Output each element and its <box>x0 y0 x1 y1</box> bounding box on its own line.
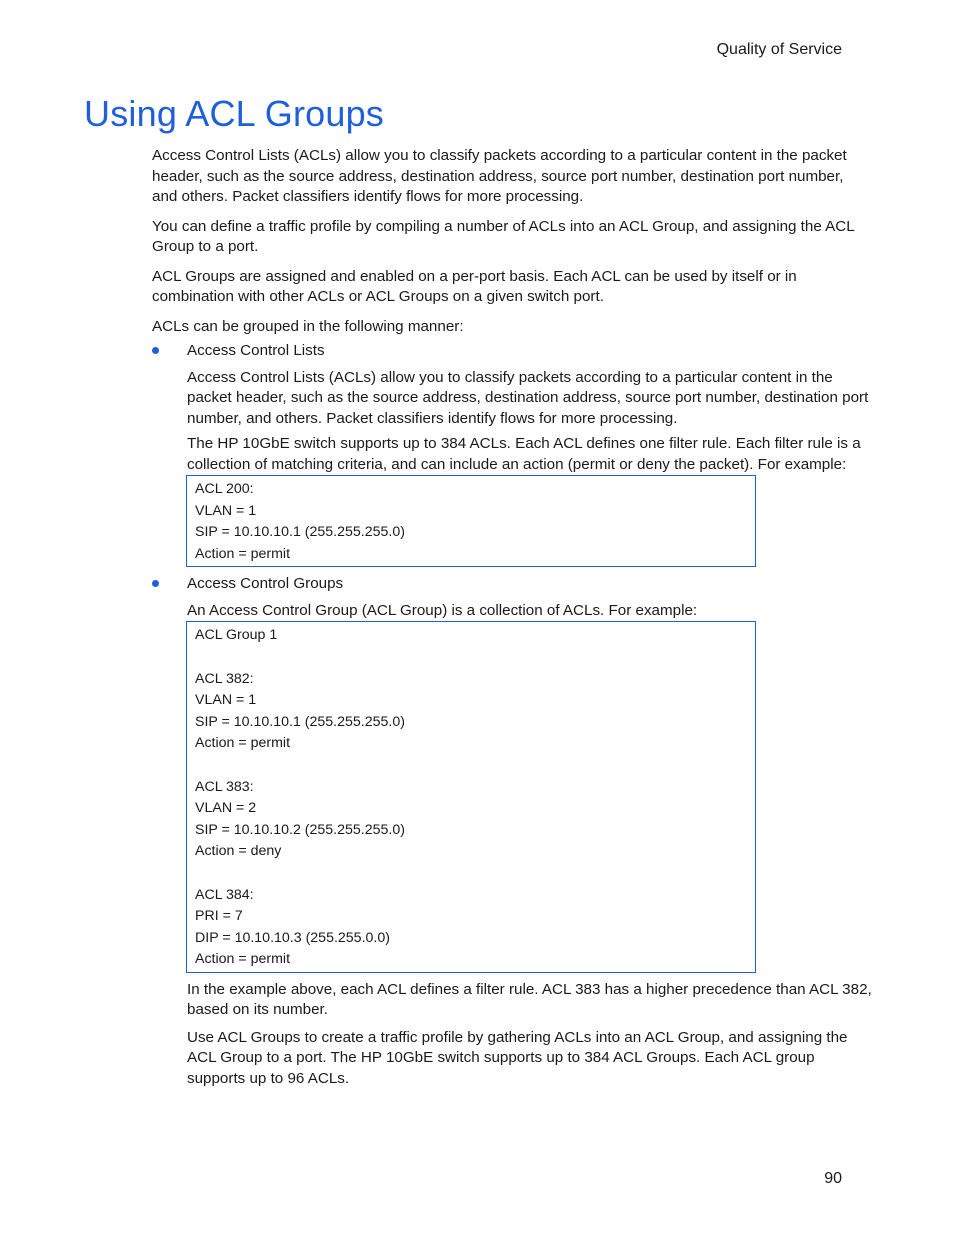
intro-paragraph-4: ACLs can be grouped in the following manner: <box>152 317 464 335</box>
explanation-paragraph: Use ACL Groups to create a traffic profile by gathering ACLs into an ACL Group, and assigning the ACL Group to a port. The HP 10GbE switch supports up to 384 ACL Groups. Each ACL group supports up to 96 ACLs. <box>187 1028 848 1087</box>
code-line: Action = permit <box>195 735 291 752</box>
code-line: ACL 384: <box>195 886 254 903</box>
group-explanation <box>152 980 872 1090</box>
code-line: ACL 200: <box>195 481 254 497</box>
code-line: ACL Group 1 <box>195 627 278 644</box>
bullet-title: Access Control Lists <box>187 342 325 359</box>
list-item <box>152 574 872 621</box>
intro-paragraph-3: ACL Groups are assigned and enabled on a per-port basis. Each ACL can be used by itself or in combination with other ACLs or ACL Groups on a given switch port. <box>152 267 797 305</box>
bullet-paragraph: Access Control Lists (ACLs) allow you to classify packets according to a particular content in the packet header, such as the source address, destination address, source port number, destination port number, and others. Packet classifiers identify flows for more processing. <box>187 368 869 427</box>
bullet-dot-icon <box>152 347 159 354</box>
code-line <box>195 647 747 669</box>
bullet-paragraph: An Access Control Group (ACL Group) is a collection of ACLs. For example: <box>187 601 698 619</box>
acl-example-box <box>186 475 756 567</box>
page-title: Using ACL Groups <box>84 93 385 134</box>
code-line: VLAN = 1 <box>195 692 257 709</box>
bullet-paragraph: The HP 10GbE switch supports up to 384 ACLs. Each ACL defines one filter rule. Each filter rule is a collection of matching criteria, and can include an action (permit or deny the packet). For example: <box>187 435 861 473</box>
code-line: SIP = 10.10.10.2 (255.255.255.0) <box>195 821 405 838</box>
code-line: Action = permit <box>195 545 291 562</box>
acl-grouping-list <box>152 341 872 475</box>
code-line: Action = deny <box>195 843 282 860</box>
code-line: ACL 383: <box>195 778 254 795</box>
running-header: Quality of Service <box>716 41 842 58</box>
code-line: SIP = 10.10.10.1 (255.255.255.0) <box>195 713 405 730</box>
code-line <box>195 755 747 777</box>
explanation-paragraph: In the example above, each ACL defines a filter rule. ACL 383 has a higher precedence than ACL 382, based on its number. <box>187 980 872 1019</box>
acl-grouping-list-continued <box>152 574 872 621</box>
page-number: 90 <box>824 1170 842 1187</box>
intro-paragraph-1: Access Control Lists (ACLs) allow you to classify packets according to a particular content in the packet header, such as the source address, destination address, source port number, destination port number, and others. Packet classifiers identify flows for more processing. <box>152 147 847 205</box>
list-item <box>152 341 872 475</box>
bullet-title: Access Control Groups <box>187 575 344 593</box>
code-line: SIP = 10.10.10.1 (255.255.255.0) <box>195 524 405 541</box>
main-content <box>152 146 872 1096</box>
bullet-dot-icon <box>152 580 159 587</box>
intro-paragraph-2: You can define a traffic profile by compiling a number of ACLs into an ACL Group, and assigning the ACL Group to a port. <box>152 217 855 255</box>
code-line: VLAN = 2 <box>195 800 257 817</box>
code-line: DIP = 10.10.10.3 (255.255.0.0) <box>195 929 390 946</box>
code-line: VLAN = 1 <box>195 502 257 519</box>
code-line: PRI = 7 <box>195 908 243 925</box>
code-line <box>195 863 747 885</box>
acl-group-example-box <box>186 621 756 973</box>
code-line: Action = permit <box>195 951 291 968</box>
code-line: ACL 382: <box>195 670 254 687</box>
